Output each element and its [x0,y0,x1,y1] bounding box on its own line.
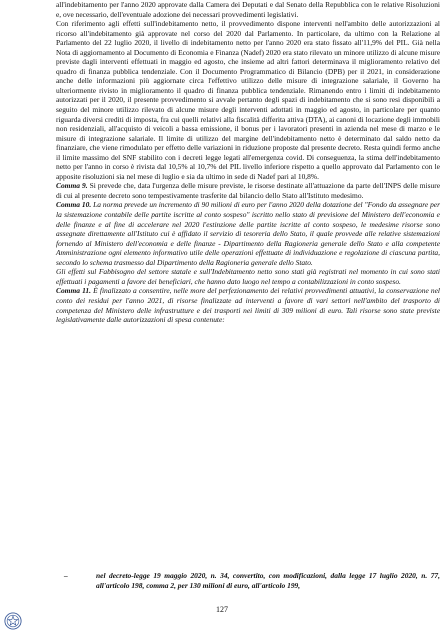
comma-lead: Comma 9. [56,181,88,191]
paragraph-text: La norma prevede un incremento di 90 milioni di euro per l'anno 2020 della dotazione del "Fondo da assegnare per la sistemazione contabile delle partite iscritte al conto sospeso" iscritto nello stato di previsione del Ministero dell'economia e delle finanze e al fine di accelerare nel 2020 l'estinzione delle partite iscritte al conto sospeso, le medesime risorse sono assegnate direttamente all'Istituto cui è affidato il servizio di tesoreria dello Stato, il quale provvede alle relative sistemazioni fornendo al Ministero dell'economia e delle finanze - Dipartimento della Ragioneria generale dello Stato e alla competente Amministrazione ogni elemento informativo utile delle operazioni effettuate di individuazione e regolazione di ciascuna partita, secondo lo schema trasmesso dal Dipartimento della Ragioneria generale dello Stato. [56,200,441,267]
comma-lead: Comma 11. [56,286,92,296]
list-item-text: nel decreto-legge 19 maggio 2020, n. 34, convertito, con modificazioni, dalla legge 17 luglio 2020, n. 77, all'articolo 198, comma 2, per 130 milioni di euro, all'articolo 199, [96,571,440,590]
paragraph-comma-11 [56,286,440,324]
italian-republic-emblem-icon [4,612,22,630]
paragraph-text: all'indebitamento per l'anno 2020 approvate dalla Camera dei Deputati e dal Senato della Repubblica con le relative Risoluzioni e, ove necessario, dell'eventuale adozione dei necessari provvedimenti legislativi. [56,0,440,19]
paragraph-indebitamento [56,19,440,181]
paragraph-comma-10 [56,200,440,267]
page-number: 127 [216,605,228,614]
comma-lead: Comma 10. [56,200,92,210]
paragraph-text: Gli effetti sul Fabbisogno del settore statale e sull'Indebitamento netto sono stati già registrati nel momento in cui sono stati effettuati i pagamenti a favore dei beneficiari, che hanno dato luogo nel tempo a contabilizzazioni in conto sospeso. [56,267,440,286]
paragraph-effetti [56,267,440,286]
paragraph-continuation [56,0,440,19]
paragraph-text: Si prevede che, data l'urgenza delle misure previste, le risorse destinate all'attuazione da parte dell'INPS delle misure di cui al presente decreto sono tempestivamente trasferite dal bilancio dello Stato all'Istituto medesimo. [56,181,440,200]
body-text [56,0,440,325]
paragraph-text: È finalizzato a consentire, nelle more del perfezionamento dei relativi provvedimenti attuativi, la conservazione nel conto dei residui per l'anno 2021, di risorse finalizzate ad interventi a favore di vari settori nell'ambito del trasporto di competenza del Ministero delle infrastrutture e dei trasporti nei limiti di 309 milioni di euro. Tali risorse sono state previste legislativamente dalle autorizzazioni di spesa contenute: [56,286,440,325]
paragraph-comma-9 [56,181,440,200]
paragraph-text: Con riferimento agli effetti sull'indebitamento netto, il provvedimento dispone interventi nell'ambito delle autorizzazioni al ricorso all'indebitamento già approvate nel corso del 2020 dal Parlamento. In particolare, da ultimo con la Relazione al Parlamento del 22 luglio 2020, il livello di indebitamento netto per l'anno 2020 era stato fissato all'11,9% del PIL. Già nella Nota di aggiornamento al Documento di Economia e Finanza (Nadef) 2020 era stato rilevato un minore utilizzo di alcune misure previste dagli interventi effettuati in maggio ed agosto, che insieme ad altri fattori determinava il miglioramento relativo del quadro di finanza pubblica tendenziale. Con il Documento Programmatico di Bilancio (DPB) per il 2021, in considerazione anche delle informazioni più aggiornate circa l'effettivo utilizzo delle misure di integrazione salariale, il Governo ha ulteriormente rivisto in miglioramento il quadro di finanza pubblica tendenziale. Rimanendo entro i limiti di indebitamento autorizzati per il 2020, il presente provvedimento si avvale pertanto degli spazi di indebitamento che si sono resi disponibili a seguito del minore utilizzo rilevato di alcune misure degli interventi adottati in maggio ed agosto, in particolare per quanto riguarda diversi crediti di imposta, fra cui quelli relativi alla fiscalità differita attiva (DTA), ai canoni di locazione degli immobili non residenziali, all'acquisto di veicoli a bassa emissione, il bonus per i lavoratori presenti in azienda nel mese di marzo e le misure di integrazione salariale. Il limite di utilizzo del margine dell'indebitamento netto è determinato dal saldo netto da finanziare, che viene rimodulato per effetto delle variazioni in riduzione proposte dal presente decreto. Resta quindi fermo anche il limite massimo del SNF stabilito con i decreti legge legati all'emergenza covid. Di conseguenza, la stima dell'indebitamento netto per l'anno in corso è rivista dal 10,5% al 10,7% del PIL livello inferiore rispetto a quello approvato dal Parlamento con le apposite risoluzioni sia nel mese di luglio e sia da ultimo in sede di Nadef pari al 10,8%. [56,19,440,181]
list-item [56,571,440,590]
bullet-dash: – [64,571,68,580]
